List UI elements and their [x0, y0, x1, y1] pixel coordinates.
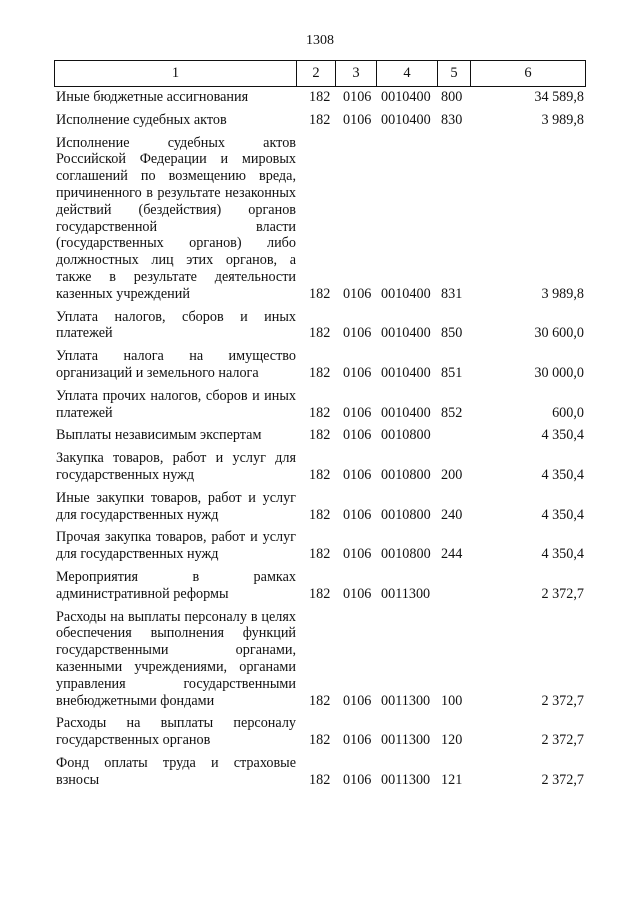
row-amount: 600,0	[552, 404, 584, 421]
row-name: Выплаты независимым экспертам	[56, 427, 262, 444]
row-admin-code: 182	[309, 325, 331, 342]
table-row	[56, 490, 586, 524]
table-row	[56, 450, 586, 484]
row-amount: 3 989,8	[541, 111, 584, 128]
row-amount: 2 372,7	[541, 692, 584, 709]
row-admin-code: 182	[309, 546, 331, 563]
row-amount: 30 600,0	[534, 325, 584, 342]
row-section-code: 0106	[343, 364, 372, 381]
row-section-code: 0106	[343, 692, 372, 709]
table-row	[56, 112, 586, 129]
row-section-code: 0106	[343, 546, 372, 563]
row-target-code: 0010400	[381, 111, 431, 128]
row-section-code: 0106	[343, 404, 372, 421]
table-row	[56, 529, 586, 563]
row-admin-code: 182	[309, 506, 331, 523]
row-expense-type: 100	[441, 692, 463, 709]
column-header-4: 4	[377, 61, 438, 87]
row-expense-type: 121	[441, 771, 463, 788]
row-target-code: 0010400	[381, 364, 431, 381]
row-expense-type: 830	[441, 111, 463, 128]
table-row	[56, 348, 586, 382]
row-name: Уплата налогов, сборов и иных платежей	[56, 308, 296, 342]
row-admin-code: 182	[309, 732, 331, 749]
table-row	[56, 427, 586, 444]
row-section-code: 0106	[343, 506, 372, 523]
row-name: Иные закупки товаров, работ и услуг для государственных нужд	[56, 489, 296, 523]
budget-table-body	[56, 89, 586, 794]
row-admin-code: 182	[309, 89, 331, 105]
row-expense-type: 851	[441, 364, 463, 381]
row-amount: 34 589,8	[534, 89, 584, 105]
row-target-code: 0010800	[381, 427, 431, 444]
row-expense-type: 852	[441, 404, 463, 421]
row-name: Фонд оплаты труда и страховые взносы	[56, 754, 296, 788]
row-section-code: 0106	[343, 427, 372, 444]
row-name: Закупка товаров, работ и услуг для государственных нужд	[56, 450, 296, 483]
row-section-code: 0106	[343, 585, 372, 602]
row-admin-code: 182	[309, 692, 331, 709]
row-name: Уплата налога на имущество организаций и земельного налога	[56, 348, 296, 381]
row-name: Расходы на выплаты персоналу государственных органов	[56, 715, 296, 749]
row-amount: 4 350,4	[541, 466, 584, 483]
row-target-code: 0010800	[381, 506, 431, 523]
page-number: 1308	[306, 33, 334, 48]
row-amount: 2 372,7	[541, 732, 584, 749]
row-amount: 2 372,7	[541, 585, 584, 602]
row-name: Уплата прочих налогов, сборов и иных платежей	[56, 387, 296, 421]
row-name: Прочая закупка товаров, работ и услуг для государственных нужд	[56, 529, 296, 563]
row-expense-type: 120	[441, 732, 463, 749]
row-amount: 4 350,4	[541, 506, 584, 523]
row-admin-code: 182	[309, 585, 331, 602]
row-expense-type: 831	[441, 285, 463, 302]
row-expense-type: 800	[441, 89, 463, 105]
row-name: Исполнение судебных актов Российской Федерации и мировых соглашений по возмещению вреда, причиненного в результате незаконных действий (бездействия) органов государственной власти (государственных органов) либо должностных лиц этих органов, а также в результате деятельности казенных учреждений	[56, 134, 296, 302]
column-header-row	[55, 61, 586, 87]
row-expense-type: 200	[441, 466, 463, 483]
row-section-code: 0106	[343, 111, 372, 128]
row-section-code: 0106	[343, 89, 372, 105]
table-row	[56, 755, 586, 789]
row-admin-code: 182	[309, 364, 331, 381]
row-amount: 4 350,4	[541, 546, 584, 563]
table-row	[56, 609, 586, 710]
column-header-2: 2	[297, 61, 336, 87]
row-target-code: 0011300	[381, 585, 431, 602]
row-target-code: 0011300	[381, 771, 431, 788]
table-row	[56, 309, 586, 343]
row-target-code: 0010400	[381, 404, 431, 421]
row-target-code: 0010400	[381, 89, 431, 105]
row-name: Исполнение судебных актов	[56, 111, 227, 128]
row-admin-code: 182	[309, 427, 331, 444]
row-target-code: 0011300	[381, 732, 431, 749]
row-amount: 2 372,7	[541, 771, 584, 788]
row-target-code: 0010400	[381, 285, 431, 302]
row-amount: 3 989,8	[541, 285, 584, 302]
row-section-code: 0106	[343, 325, 372, 342]
row-target-code: 0010800	[381, 466, 431, 483]
column-header-3: 3	[336, 61, 377, 87]
table-row	[56, 569, 586, 603]
row-name: Расходы на выплаты персоналу в целях обеспечения выполнения функций государственными органами, казенными учреждениями, органами управления государственными внебюджетными фондами	[56, 608, 296, 709]
row-section-code: 0106	[343, 285, 372, 302]
row-target-code: 0010400	[381, 325, 431, 342]
row-name: Иные бюджетные ассигнования	[56, 89, 249, 105]
row-admin-code: 182	[309, 771, 331, 788]
row-expense-type: 850	[441, 325, 463, 342]
row-admin-code: 182	[309, 466, 331, 483]
row-admin-code: 182	[309, 404, 331, 421]
row-expense-type: 244	[441, 546, 463, 563]
table-row	[56, 89, 586, 106]
table-row	[56, 715, 586, 749]
row-target-code: 0011300	[381, 692, 431, 709]
row-section-code: 0106	[343, 466, 372, 483]
row-name: Мероприятия в рамках административной реформы	[56, 568, 296, 602]
row-amount: 4 350,4	[541, 427, 584, 444]
column-header-5: 5	[438, 61, 471, 87]
row-section-code: 0106	[343, 732, 372, 749]
table-row	[56, 388, 586, 422]
row-admin-code: 182	[309, 111, 331, 128]
row-section-code: 0106	[343, 771, 372, 788]
row-admin-code: 182	[309, 285, 331, 302]
column-header-table	[54, 60, 586, 87]
row-amount: 30 000,0	[534, 364, 584, 381]
row-target-code: 0010800	[381, 546, 431, 563]
column-header-1: 1	[55, 61, 297, 87]
column-header-6: 6	[471, 61, 586, 87]
table-row	[56, 135, 586, 303]
row-expense-type: 240	[441, 506, 463, 523]
